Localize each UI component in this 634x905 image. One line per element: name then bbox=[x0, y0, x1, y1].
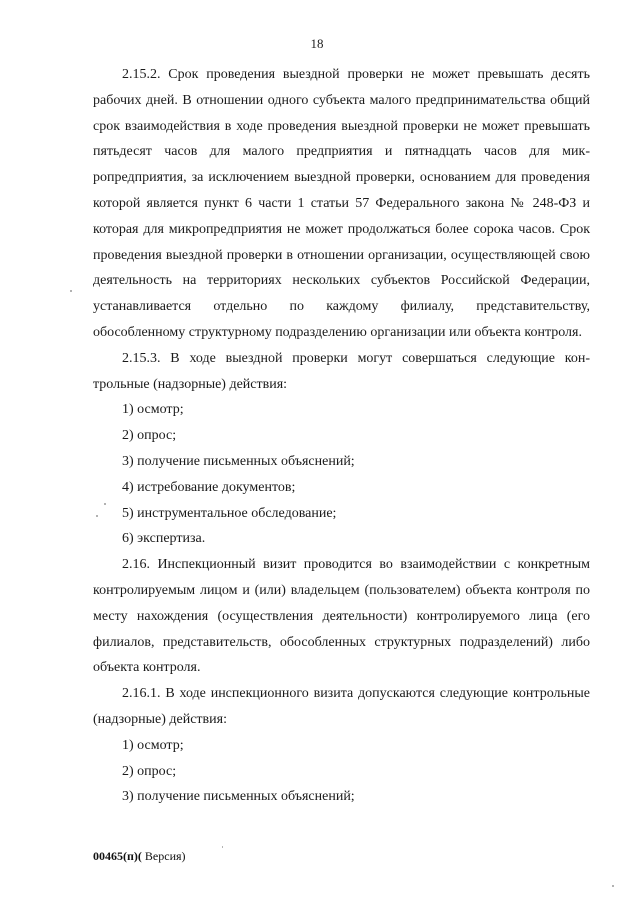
paragraph-2-16: 2.16. Инспекционный визит проводится во взаимодействии с конкретным контролируемым лицом и (или) владельцем (пользователем) объекта контроля по месту нахождения (осуществления деятельности) контролируемого лица (его филиалов, представительств, обособленных структурных подразделений) либо объекта контроля. bbox=[93, 557, 590, 676]
document-footer bbox=[93, 849, 186, 864]
document-version: Версия) bbox=[141, 849, 186, 863]
list-item: 6) экспертиза. bbox=[122, 531, 206, 547]
list-item: 1) осмотр; bbox=[122, 402, 184, 418]
scan-speck bbox=[104, 503, 106, 505]
list-item: 2) опрос; bbox=[122, 763, 177, 779]
document-body bbox=[93, 62, 590, 810]
page-number: 18 bbox=[310, 36, 324, 51]
list-item: 3) получение письменных объяснений; bbox=[122, 453, 355, 469]
scan-speck bbox=[612, 885, 614, 887]
list-item: 5) инструментальное обследование; bbox=[122, 505, 337, 521]
list-item: 4) истребование документов; bbox=[122, 479, 296, 495]
scan-speck bbox=[70, 290, 72, 292]
list-item: 2) опрос; bbox=[122, 428, 177, 444]
scan-speck bbox=[96, 515, 98, 517]
paragraph-2-16-1: 2.16.1. В ходе инспекционного визита допускаются следующие контрольные (надзорные) действия: bbox=[93, 686, 590, 727]
paragraph-2-15-2: 2.15.2. Срок проведения выездной проверки не может превышать десять рабочих дней. В отношении одного субъекта малого предпринимательства общий срок взаимодействия в ходе проведения выездной проверки не может превышать пятьдесят часов для малого предприятия и пятнадцать часов для микропредприятия, за исключением выездной проверки, основанием для проведения которой является пункт 6 части 1 статьи 57 Федерального закона № 248-ФЗ и которая для микропредприятия не может продолжаться более сорока часов. Срок проведения выездной проверки в отношении организации, осуществляющей свою деятельность на территориях нескольких субъектов Российской Федерации, устанавливается отдельно по каждому филиалу, представительству, обособленному структурному подразделению организации или объекта контроля. bbox=[93, 67, 590, 340]
paragraph-2-15-3: 2.15.3. В ходе выездной проверки могут совершаться следующие контрольные (надзорные) действия: bbox=[93, 350, 590, 392]
list-item: 1) осмотр; bbox=[122, 737, 184, 753]
list-item: 3) получение письменных объяснений; bbox=[122, 789, 355, 805]
document-code: 00465(п)( bbox=[93, 849, 142, 863]
scan-speck bbox=[222, 846, 223, 848]
